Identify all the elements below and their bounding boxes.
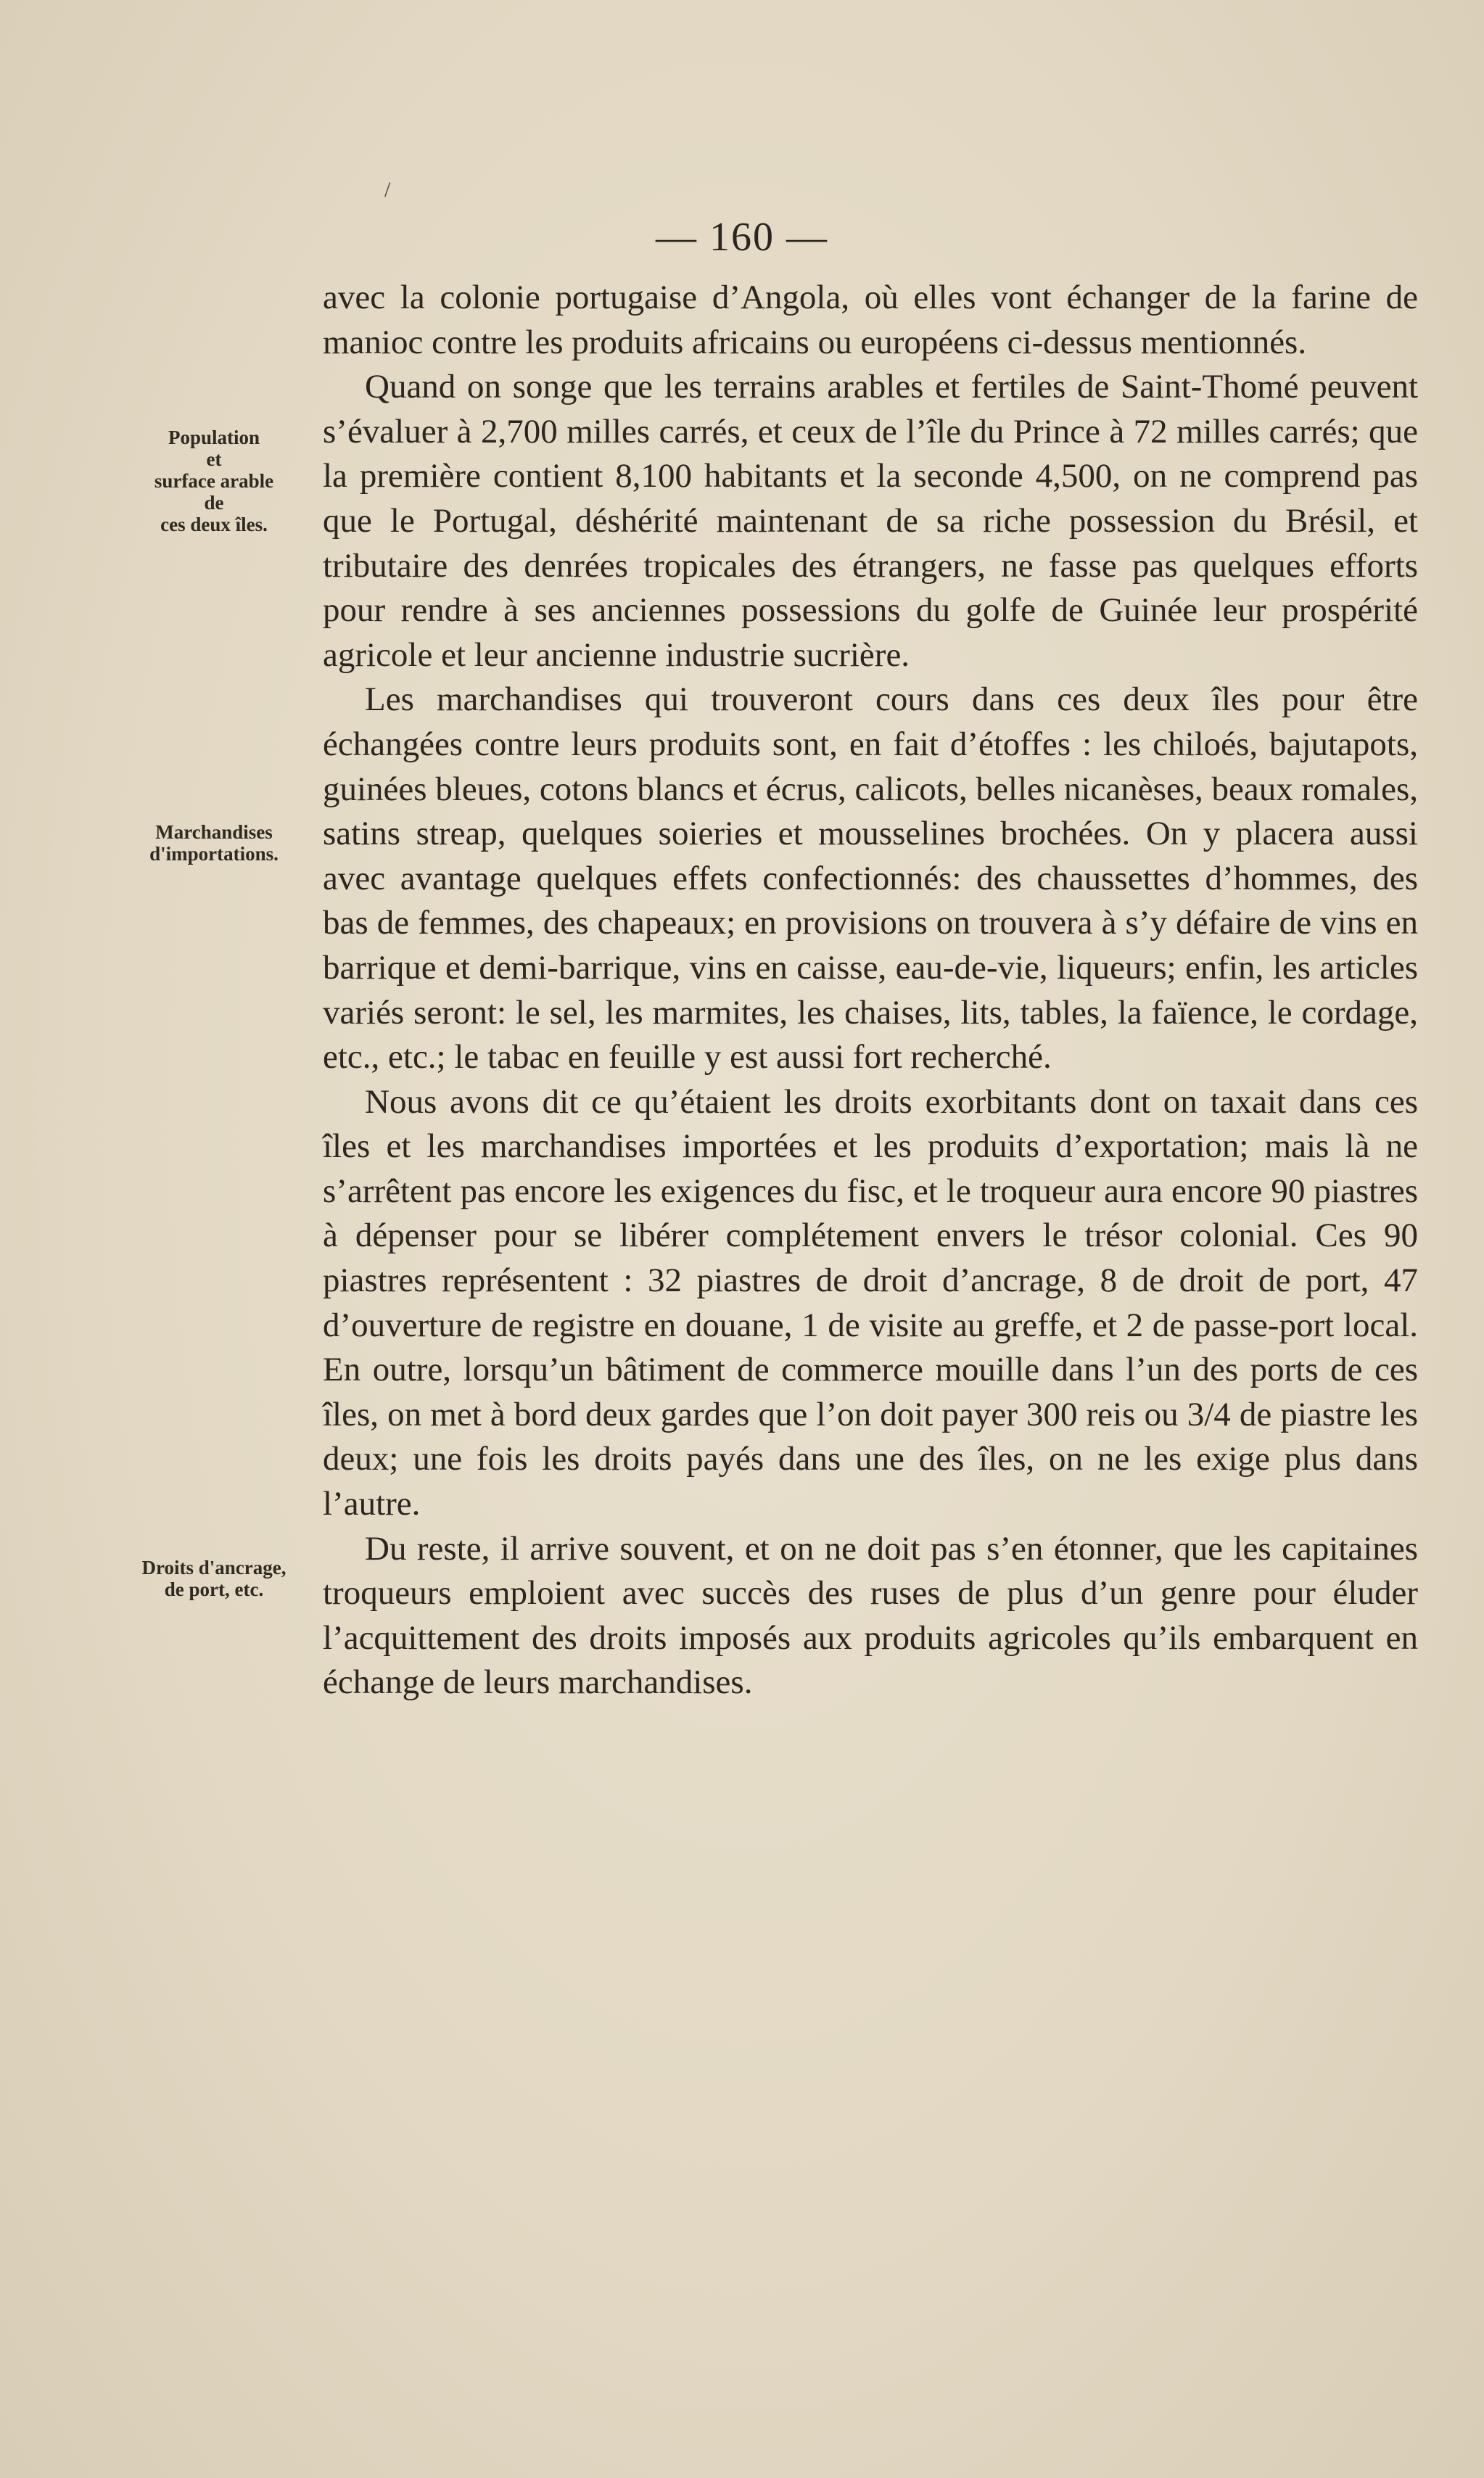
side-note-line: d'importations. [149, 843, 279, 865]
side-note-line: Marchandises [155, 821, 273, 843]
side-note-line: surface arable [154, 470, 274, 492]
side-note-line: Population [168, 427, 260, 448]
paragraph: Nous avons dit ce qu’étaient les droits exorbitants dont on taxait dans ces îles et les marchandises importées et les produits d’exportation; mais là ne s’arrêtent pas encore les exigences du fisc, et le troqueur aura encore 90 piastres à dépenser pour se libérer complétement envers le trésor colonial. Ces 90 piastres représentent : 32 piastres de droit d’ancrage, 8 de droit de port, 47 d’ouverture de registre en douane, 1 de visite au greffe, et 2 de passe-port local. En outre, lorsqu’un bâtiment de commerce mouille dans l’un des ports de ces îles, on met à bord deux gardes que l’on doit payer 300 reis ou 3/4 de piastre les deux; une fois les droits payés dans une des îles, on ne les exige plus dans l’autre. [323, 1082, 1418, 1523]
side-note-line: Droits d'ancrage, [141, 1557, 287, 1578]
paragraph: avec la colonie portugaise d’Angola, où elles vont échanger de la farine de manioc contre les produits africains ou européens ci-dessus mentionnés. [323, 279, 1418, 361]
side-note-line: de port, etc. [164, 1578, 264, 1600]
paragraph: Les marchandises qui trouveront cours dans ces deux îles pour être échangées contre leurs produits sont, en fait d’étoffes : les chiloés, bajutapots, guinées bleues, cotons blancs et écrus, calicots, belles nicanèses, beaux romales, satins streap, quelques soieries et mousselines brochées. On y placera aussi avec avantage quelques effets confectionnés: des chaussettes d’hommes, des bas de femmes, des chapeaux; en provisions on trouvera à s’y défaire de vins en barrique et demi-barrique, vins en caisse, eau-de-vie, liqueurs; enfin, les articles variés seront: le sel, les marmites, les chaises, lits, tables, la faïence, le cordage, etc., etc.; le tabac en feuille y est aussi fort recherché. [323, 680, 1419, 1077]
page-number: — 160 — [656, 215, 828, 260]
side-note-population [116, 427, 312, 535]
side-note-line: de [204, 492, 224, 514]
side-note-line: et [206, 448, 222, 470]
body-text [323, 276, 1418, 1705]
paragraph: Du reste, il arrive souvent, et on ne doit pas s’en étonner, que les capitaines troqueurs emploient avec succès des ruses de plus d’un genre pour éluder l’acquittement des droits imposés aux produits agricoles qu’ils embarquent en échange de leurs marchandises. [323, 1529, 1418, 1702]
side-note-line: ces deux îles. [160, 514, 268, 535]
paragraph: Quand on songe que les terrains arables et fertiles de Saint-Thomé peuvent s’évaluer à 2,700 milles carrés, et ceux de l’île du Prince à 72 milles carrés; que la première contient 8,100 habitants et la seconde 4,500, on ne comprend pas que le Portugal, déshérité maintenant de sa riche possession du Brésil, et tributaire des denrées tropicales des étrangers, ne fasse pas quelques efforts pour rendre à ses anciennes possessions du golfe de Guinée leur prospérité agricole et leur ancienne industrie sucrière. [323, 368, 1418, 674]
side-note-marchandises [116, 821, 312, 865]
side-note-droits [116, 1557, 312, 1600]
stray-mark: / [384, 178, 391, 202]
